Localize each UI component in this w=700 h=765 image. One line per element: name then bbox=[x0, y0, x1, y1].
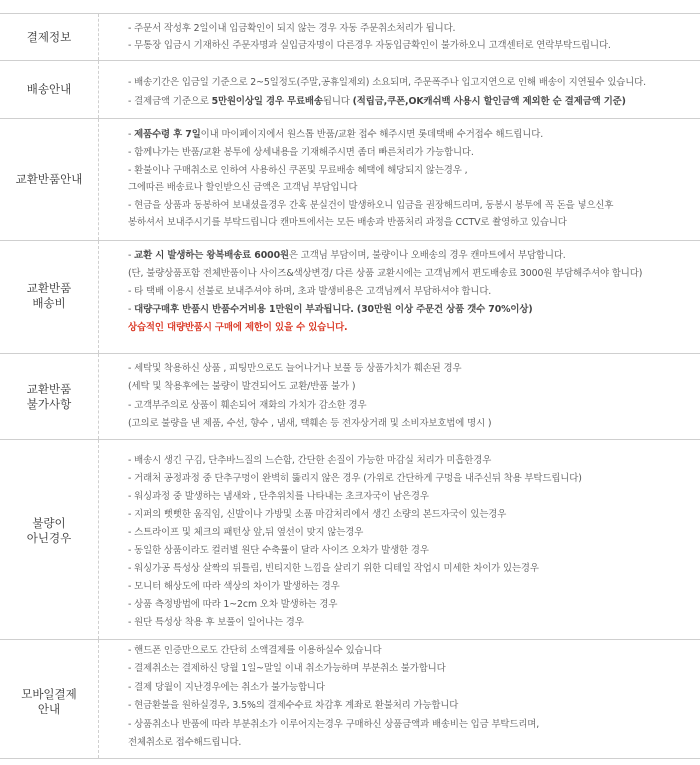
info-line-warning: 상습적인 대량반품시 구매에 제한이 있을 수 있습니다. bbox=[128, 322, 348, 333]
section-label: 결제정보 bbox=[26, 30, 72, 44]
info-line: - 무통장 입금시 기재하신 주문자명과 실입금자명이 다른경우 자동입금확인이 불가하오니 고객센터로 연락부탁드립니다. bbox=[128, 40, 611, 51]
section-label: 교환반품안내 bbox=[15, 172, 83, 186]
info-line: - 타 택배 이용시 선불로 보내주셔야 하며, 초과 발생비용은 고객님께서 부담하셔야 합니다. bbox=[128, 286, 492, 297]
info-line: - 대량구매후 반품시 반품수거비용 1만원이 부과됩니다. (30만원 이상 주문건 상품 갯수 70%이상) bbox=[128, 304, 533, 315]
section-shipping-info bbox=[0, 60, 700, 118]
section-payment-info bbox=[0, 13, 700, 60]
column-divider bbox=[98, 640, 99, 758]
info-line: - 결제취소는 결제하신 당월 1일~말일 이내 취소가능하며 부분취소 불가합니다 bbox=[128, 663, 446, 674]
info-line: - 주문서 작성후 2일이내 입금확인이 되지 않는 경우 자동 주문취소처리가 됩니다. bbox=[128, 23, 456, 34]
info-line: - 스트라이프 및 체크의 패턴상 앞,뒤 옆선이 맞지 않는경우 bbox=[128, 527, 364, 538]
info-line: - 배송시 생긴 구김, 단추바느질의 느슨함, 간단한 손질이 가능한 마감실 처리가 미흡한경우 bbox=[128, 455, 492, 466]
column-divider bbox=[98, 14, 99, 60]
info-line: - 핸드폰 인증만으로도 간단히 소액결제를 이용하실수 있습니다 bbox=[128, 645, 382, 656]
column-divider bbox=[98, 354, 99, 439]
section-not-defective bbox=[0, 439, 700, 639]
info-line: - 현금을 상품과 동봉하여 보내셨을경우 간혹 분실건이 발생하오니 입금을 권장해드리며, 동봉시 봉투에 꼭 돈을 넣으신후 bbox=[128, 200, 614, 211]
info-line: - 고객부주의로 상품이 훼손되어 재화의 가치가 감소한 경우 bbox=[128, 400, 367, 411]
info-line: - 워싱가공 특성상 살짝의 뒤틀림, 빈티지한 느낌을 살리기 위한 디테일 작업시 미세한 차이가 있는경우 bbox=[128, 563, 539, 574]
info-line: - 동일한 상품이라도 컬러별 원단 수축률이 달라 사이즈 오차가 발생한 경우 bbox=[128, 545, 429, 556]
info-line: (세탁 및 착용후에는 불량이 발견되어도 교환/반품 불가 ) bbox=[128, 381, 356, 392]
info-line: 봉하셔서 보내주시기를 부탁드립니다 캔마트에서는 모든 배송과 반품처리 과정을 CCTV로 촬영하고 있습니다 bbox=[128, 217, 567, 228]
info-line: - 배송기간은 입금일 기준으로 2~5일정도(주말,공휴일제외) 소요되며, 주문폭주나 입고지연으로 인해 배송이 지연될수 있습니다. bbox=[128, 77, 647, 88]
section-label: 교환반품 배송비 bbox=[26, 281, 72, 310]
section-label: 불량이 아닌경우 bbox=[26, 516, 72, 545]
info-line: - 워싱과정 중 발생하는 냄새와 , 단추위치를 나타내는 초크자국이 남은경우 bbox=[128, 491, 429, 502]
column-divider bbox=[98, 440, 99, 639]
section-exchange-return-guide bbox=[0, 118, 700, 240]
info-line: - 원단 특성상 착용 후 보풀이 일어나는 경우 bbox=[128, 617, 304, 628]
info-line: - 상품취소나 반품에 따라 부분취소가 이루어지는경우 구매하신 상품금액과 배송비는 입금 부탁드리며, bbox=[128, 719, 540, 730]
info-line: - 상품 측정방법에 따라 1~2cm 오차 발생하는 경우 bbox=[128, 599, 338, 610]
info-line: (고의로 불량을 낸 제품, 수선, 향수 , 냄새, 택훼손 등 전자상거래 및 소비자보호법에 명시 ) bbox=[128, 418, 492, 429]
column-divider bbox=[98, 61, 99, 118]
section-non-returnable bbox=[0, 353, 700, 439]
section-mobile-payment bbox=[0, 639, 700, 759]
info-line: (단, 불량상품포함 전체반품이나 사이즈&색상변경/ 다른 상품 교환시에는 고객님께서 편도배송료 3000원 부담해주셔야 합니다) bbox=[128, 268, 643, 279]
info-line: 그에따른 배송료나 할인받으신 금액은 고객님 부담입니다 bbox=[128, 182, 358, 193]
column-divider bbox=[98, 241, 99, 353]
section-label: 교환반품 불가사항 bbox=[26, 382, 72, 411]
info-line: - 결제금액 기준으로 5만원이상일 경우 무료배송됩니다 (적립금,쿠폰,OK캐쉬백 사용시 할인금액 제외한 순 결제금액 기준) bbox=[128, 96, 626, 107]
column-divider bbox=[98, 119, 99, 240]
info-line: - 제품수령 후 7일이내 마이페이지에서 원스톱 반품/교환 접수 해주시면 롯데택배 수거접수 해드립니다. bbox=[128, 129, 544, 140]
info-line: - 환불이나 구매취소로 인하여 사용하신 쿠폰및 무료배송 혜택에 해당되지 않는경우 , bbox=[128, 165, 468, 176]
info-line: - 세탁및 착용하신 상품 , 피팅만으로도 늘어나거나 보풀 등 상품가치가 훼손된 경우 bbox=[128, 363, 462, 374]
info-line: - 지퍼의 뻣뻣한 움직임, 신발이나 가방및 소품 마감처리에서 생긴 소량의 본드자국이 있는경우 bbox=[128, 509, 507, 520]
info-line: - 모니터 해상도에 따라 색상의 차이가 발생하는 경우 bbox=[128, 581, 340, 592]
info-line: 전체취소로 접수해드립니다. bbox=[128, 737, 242, 748]
info-line: - 거래처 공정과정 중 단추구멍이 완벽히 뚫리지 않은 경우 (가위로 간단하게 구멍을 내주신뒤 착용 부탁드립니다) bbox=[128, 473, 582, 484]
info-line: - 결제 당월이 지난경우에는 취소가 불가능합니다 bbox=[128, 682, 325, 693]
section-exchange-return-shipping-fee bbox=[0, 240, 700, 353]
info-line: - 함께나가는 반품/교환 봉투에 상세내용을 기재해주시면 좀더 빠른처리가 가능합니다. bbox=[128, 147, 474, 158]
section-label: 배송안내 bbox=[26, 82, 72, 96]
info-line: - 현금환불을 원하실경우, 3.5%의 결제수수료 차감후 계좌로 환불처리 가능합니다 bbox=[128, 700, 459, 711]
info-line: - 교환 시 발생하는 왕복배송료 6000원은 고객님 부담이며, 불량이나 오배송의 경우 캔마트에서 부담합니다. bbox=[128, 250, 566, 261]
section-label: 모바일결제 안내 bbox=[21, 687, 77, 716]
